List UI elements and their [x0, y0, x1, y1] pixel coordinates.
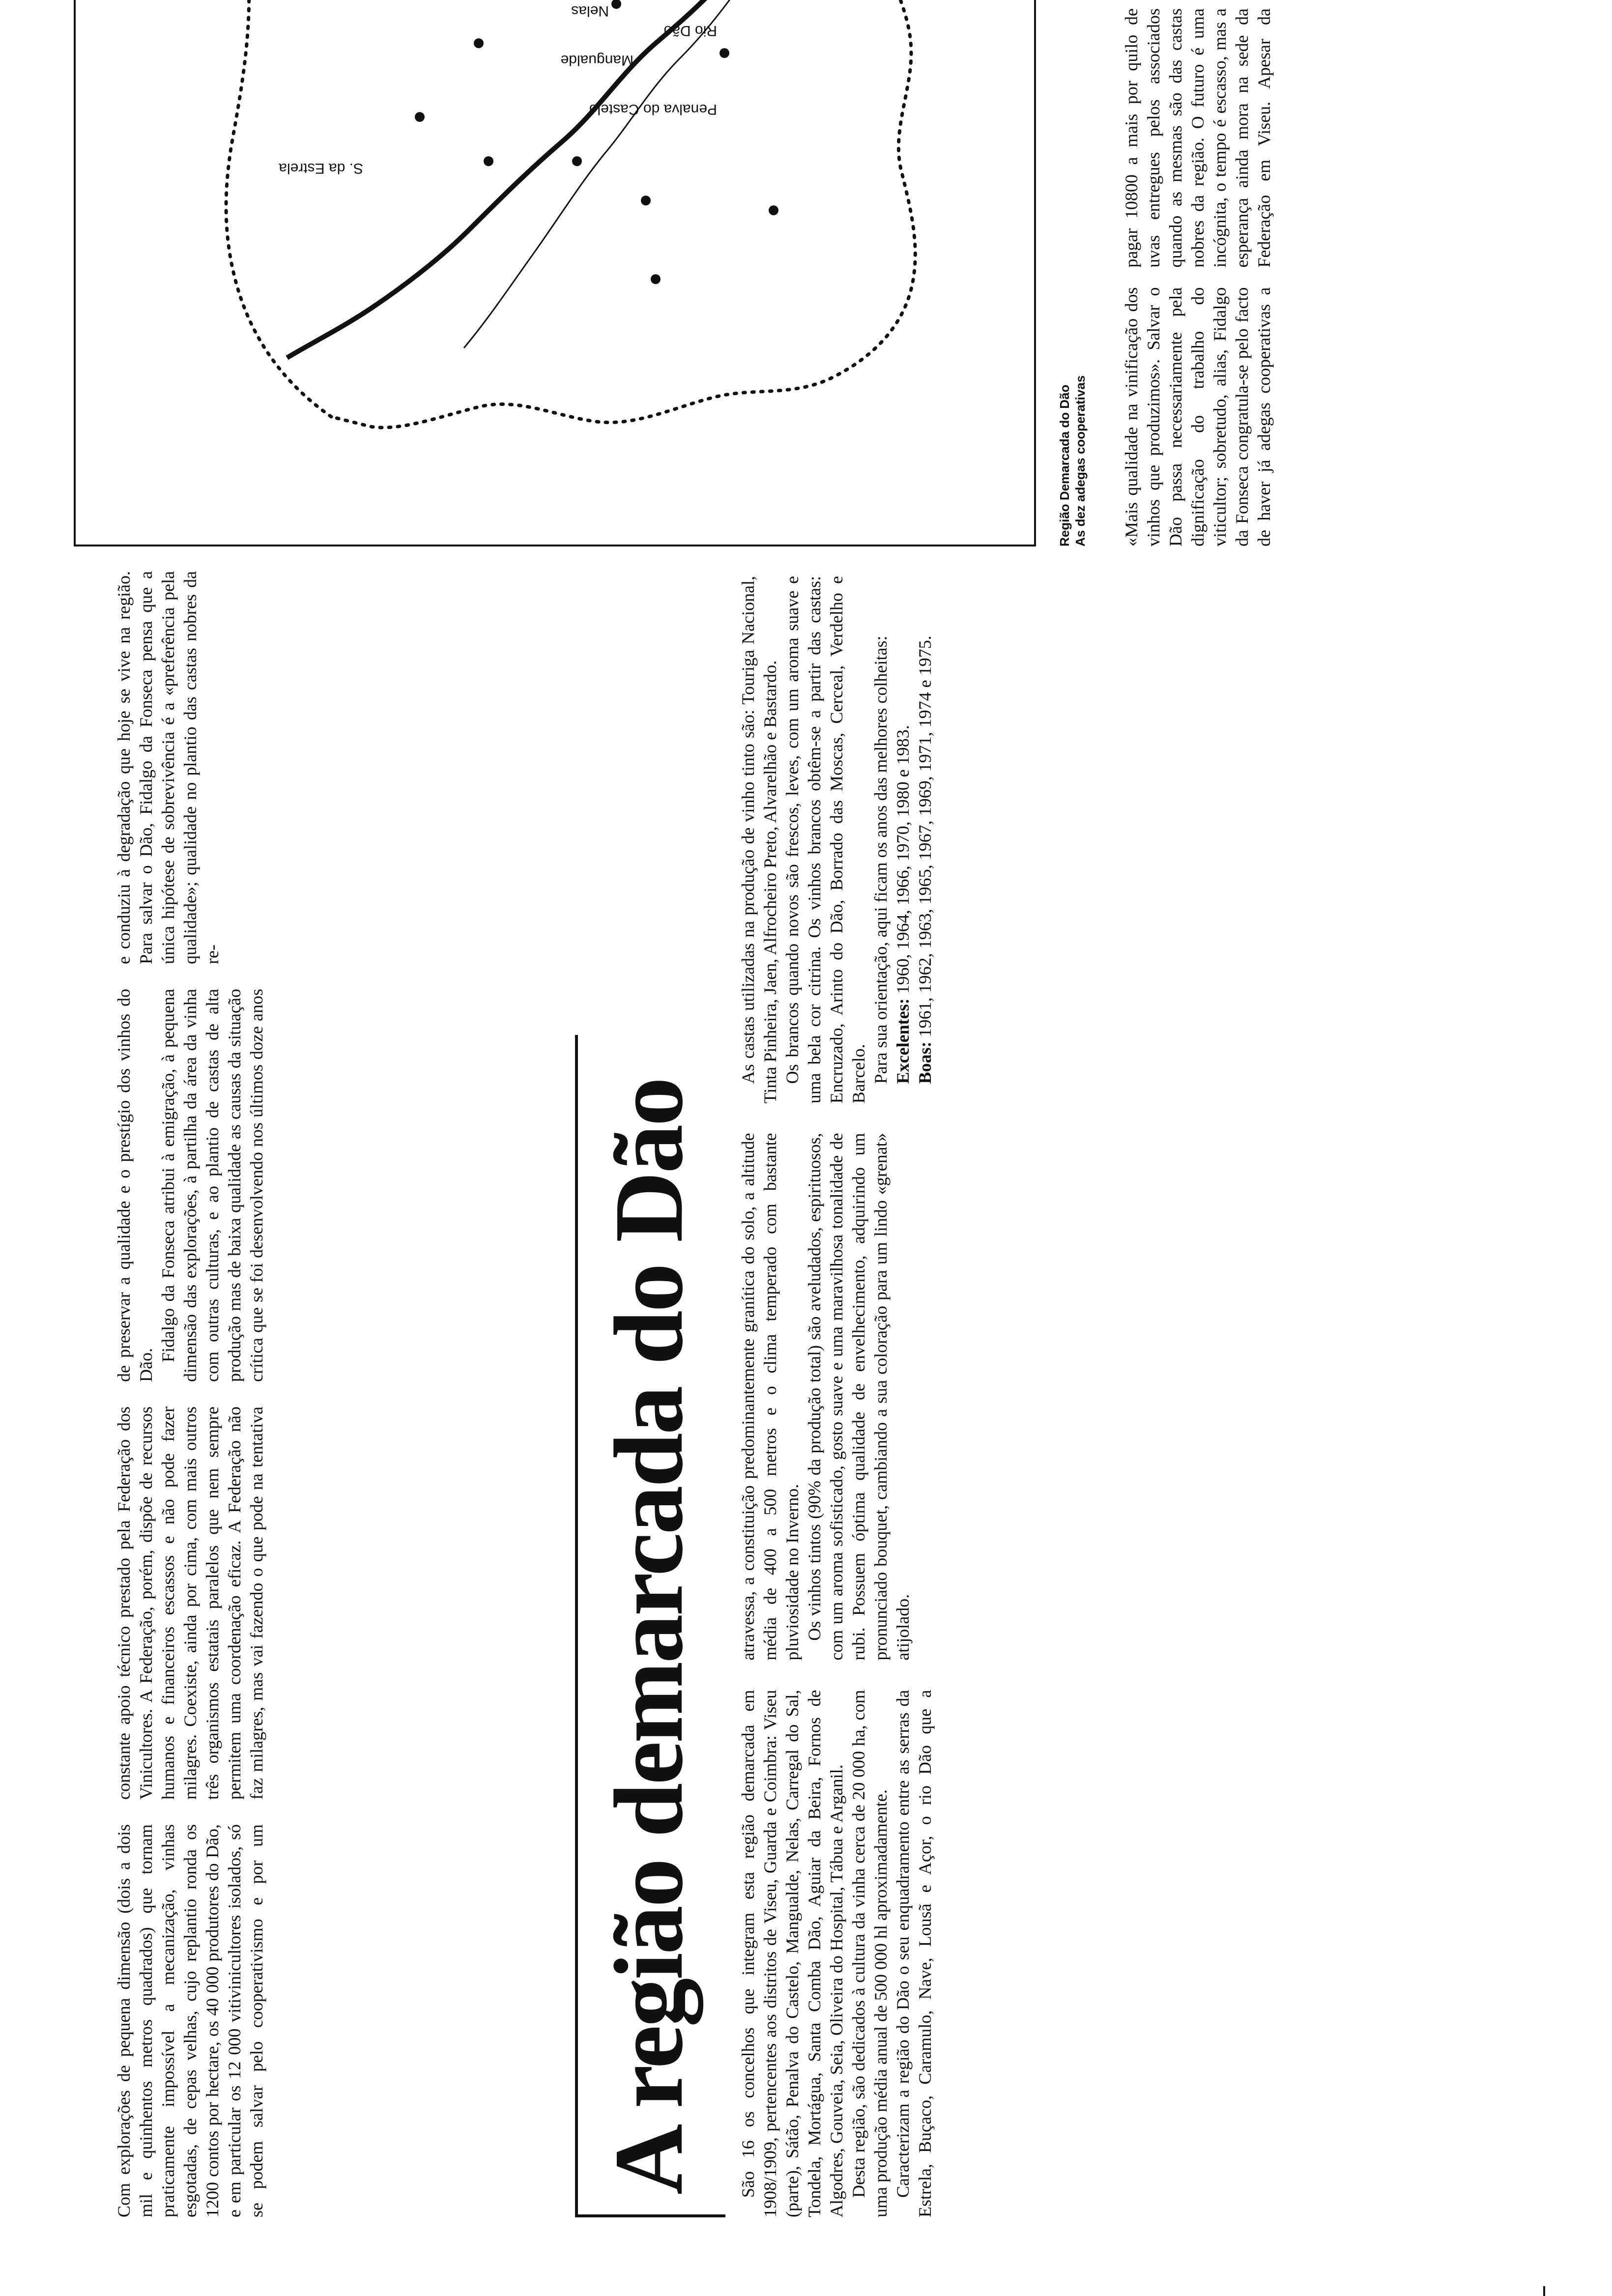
town-dot	[484, 156, 493, 166]
town-dot	[611, 0, 621, 9]
article-paragraph: Os brancos quando novos são frescos, leves, com um aroma suave e uma bela cor citrina. Os vinhos brancos obtêm-se a partir das castas: Encruzado, Arinto do Dão, Borrado das Moscas, Cerceal, Verdelho e Barcelo.	[782, 576, 868, 1104]
map-caption-subtitle: As dez adegas cooperativas	[1073, 375, 1088, 546]
article-paragraph: Os vinhos tintos (90% da produção total) são aveludados, espirituosos, com um aroma sofisticado, gosto suave e uma maravilhosa tonalidade de rubi. Possuem óptima qualidade de envelhecimento, adquirindo um pronunciado bouquet, cambiando a sua coloração para um lindo «grenat» atijolado.	[805, 1133, 913, 1661]
map-label-town: Mangualde	[560, 52, 633, 68]
town-dot	[720, 48, 729, 58]
town-dot	[415, 112, 425, 122]
map-drawing	[76, 0, 1034, 545]
page-edge-mark	[1543, 2286, 1545, 2296]
vintages-good	[914, 576, 936, 1103]
closing-article-text	[1121, 0, 1563, 546]
town-markers	[415, 0, 778, 284]
article-paragraph: As castas utilizadas na produção de vinho tinto são: Touriga Nacional, Tinta Pinheira, Jaen, Alfrocheiro Preto, Alvarelhão e Bastardo.	[738, 576, 780, 1104]
vintages-excellent-years: 1960, 1964, 1966, 1970, 1980 e 1983.	[893, 725, 913, 994]
vintages-good-label: Boas:	[915, 1041, 935, 1084]
town-dot	[474, 38, 484, 48]
map-caption	[1057, 291, 1088, 546]
region-map	[74, 0, 1036, 546]
town-dot	[641, 196, 651, 205]
headline-frame	[575, 1035, 725, 2217]
article-paragraph: Desta região, são dedicados à cultura da vinha cerca de 20 000 ha, com uma produção média anual de 500 000 hl aproximadamente.	[849, 1690, 891, 2217]
town-dot	[651, 274, 661, 284]
article-paragraph: Para sua orientação, aqui ficam os anos das melhores colheitas:	[871, 635, 891, 1084]
vintages-good-years: 1961, 1962, 1963, 1965, 1967, 1969, 1971, 1974 e 1975.	[915, 635, 935, 1037]
map-label-town: Nelas	[571, 3, 609, 19]
intro-paragraph: Com explorações de pequena dimensão (dois a dois mil e quinhentos metros quadrados) que tornam praticamente impossível a mecanização, vinhas esgotadas, de cepas velhas, cujo replantio ronda os 1200 contos por hectare, os 40 000 produtores do Dão, e em particular os 12 000 vitivinicultores isolados, só se podem salvar pelo cooperativismo e por um constante apoio técnico prestado pela Federação dos Vinicultores. A Federação, porém, dispõe de recursos humanos e financeiros escassos e não pode fazer milagres. Coexiste, ainda por cima, com mais outros três organismos estatais paralelos que nem sempre permitem uma coordenação eficaz. A Federação não faz milagres, mas vai fazendo o que pode na tentativa de preservar a qualidade e o prestígio dos vinhos do Dão.	[114, 989, 266, 2217]
article-paragraph: Caracterizam a região do Dão o seu enquadramento entre as serras da Estrela, Buçaco, Caramulo, Nave, Lousã e Açor, o rio Dão que a atravessa, a constituição predominantemente granítica do solo, a altitude média de 400 a 500 metros e o clima temperado com bastante pluviosidade no Inverno.	[738, 1133, 935, 2217]
intro-paragraph: Fidalgo da Fonseca atribui à emigração, à pequena dimensão das explorações, à partilha da área da vinha com outras culturas, e ao plantio de castas de alta produção mas de baixa qualidade as causas da situação crítica que se foi desenvolvendo nos últimos doze anos e conduziu à degradação que hoje se vive na região. Para salvar o Dão, Fidalgo da Fonseca pensa que a única hipótese de sobrevivência é a «preferência pela qualidade»; qualidade no plantio das castas nobres da re-	[114, 571, 266, 1382]
town-dot	[572, 156, 582, 166]
map-label-mountain: S. da Estrela	[279, 160, 363, 176]
town-dot	[769, 205, 778, 215]
map-caption-title: Região Demarcada do Dão	[1057, 384, 1072, 546]
vintages-excellent-label: Excelentes:	[893, 998, 913, 1084]
intro-article-text	[113, 571, 609, 2217]
article-paragraph: São 16 os concelhos que integram esta região demarcada em 1908/1909, pertencentes aos distritos de Viseu, Guarda e Coimbra: Viseu (parte), Sátão, Penalva do Castelo, Mangualde, Nelas, Carregal do Sal, Tondela, Mortágua, Santa Comba Dão, Aguiar da Beira, Fornos de Algodres, Gouveia, Seia, Oliveira do Hospital, Tábua e Arganil.	[738, 1690, 846, 2217]
map-label-river: Rio Dão	[663, 23, 717, 39]
main-article-text	[737, 576, 1386, 2217]
closing-paragraph: «Mais qualidade na vinificação dos vinhos que produzimos». Salvar o Dão passa necessariamente pela dignificação do trabalho do viticultor; sobretudo, alias, Fidalgo da Fonseca congratula-se pelo facto de haver já adegas cooperativas a pagar 10800 a mais por quilo de uvas entregues pelos associados quando as mesmas são das castas nobres da região. O futuro é uma incógnita, o tempo é escasso, mas a esperança ainda mora na sede da Federação em Viseu. Apesar da	[1122, 8, 1274, 546]
river-dao-line	[464, 0, 931, 348]
map-label-town: Penalva do Castelo	[589, 101, 717, 117]
vintages-excellent	[892, 576, 914, 1103]
headline: A região demarcada do Dão	[595, 1079, 703, 2195]
